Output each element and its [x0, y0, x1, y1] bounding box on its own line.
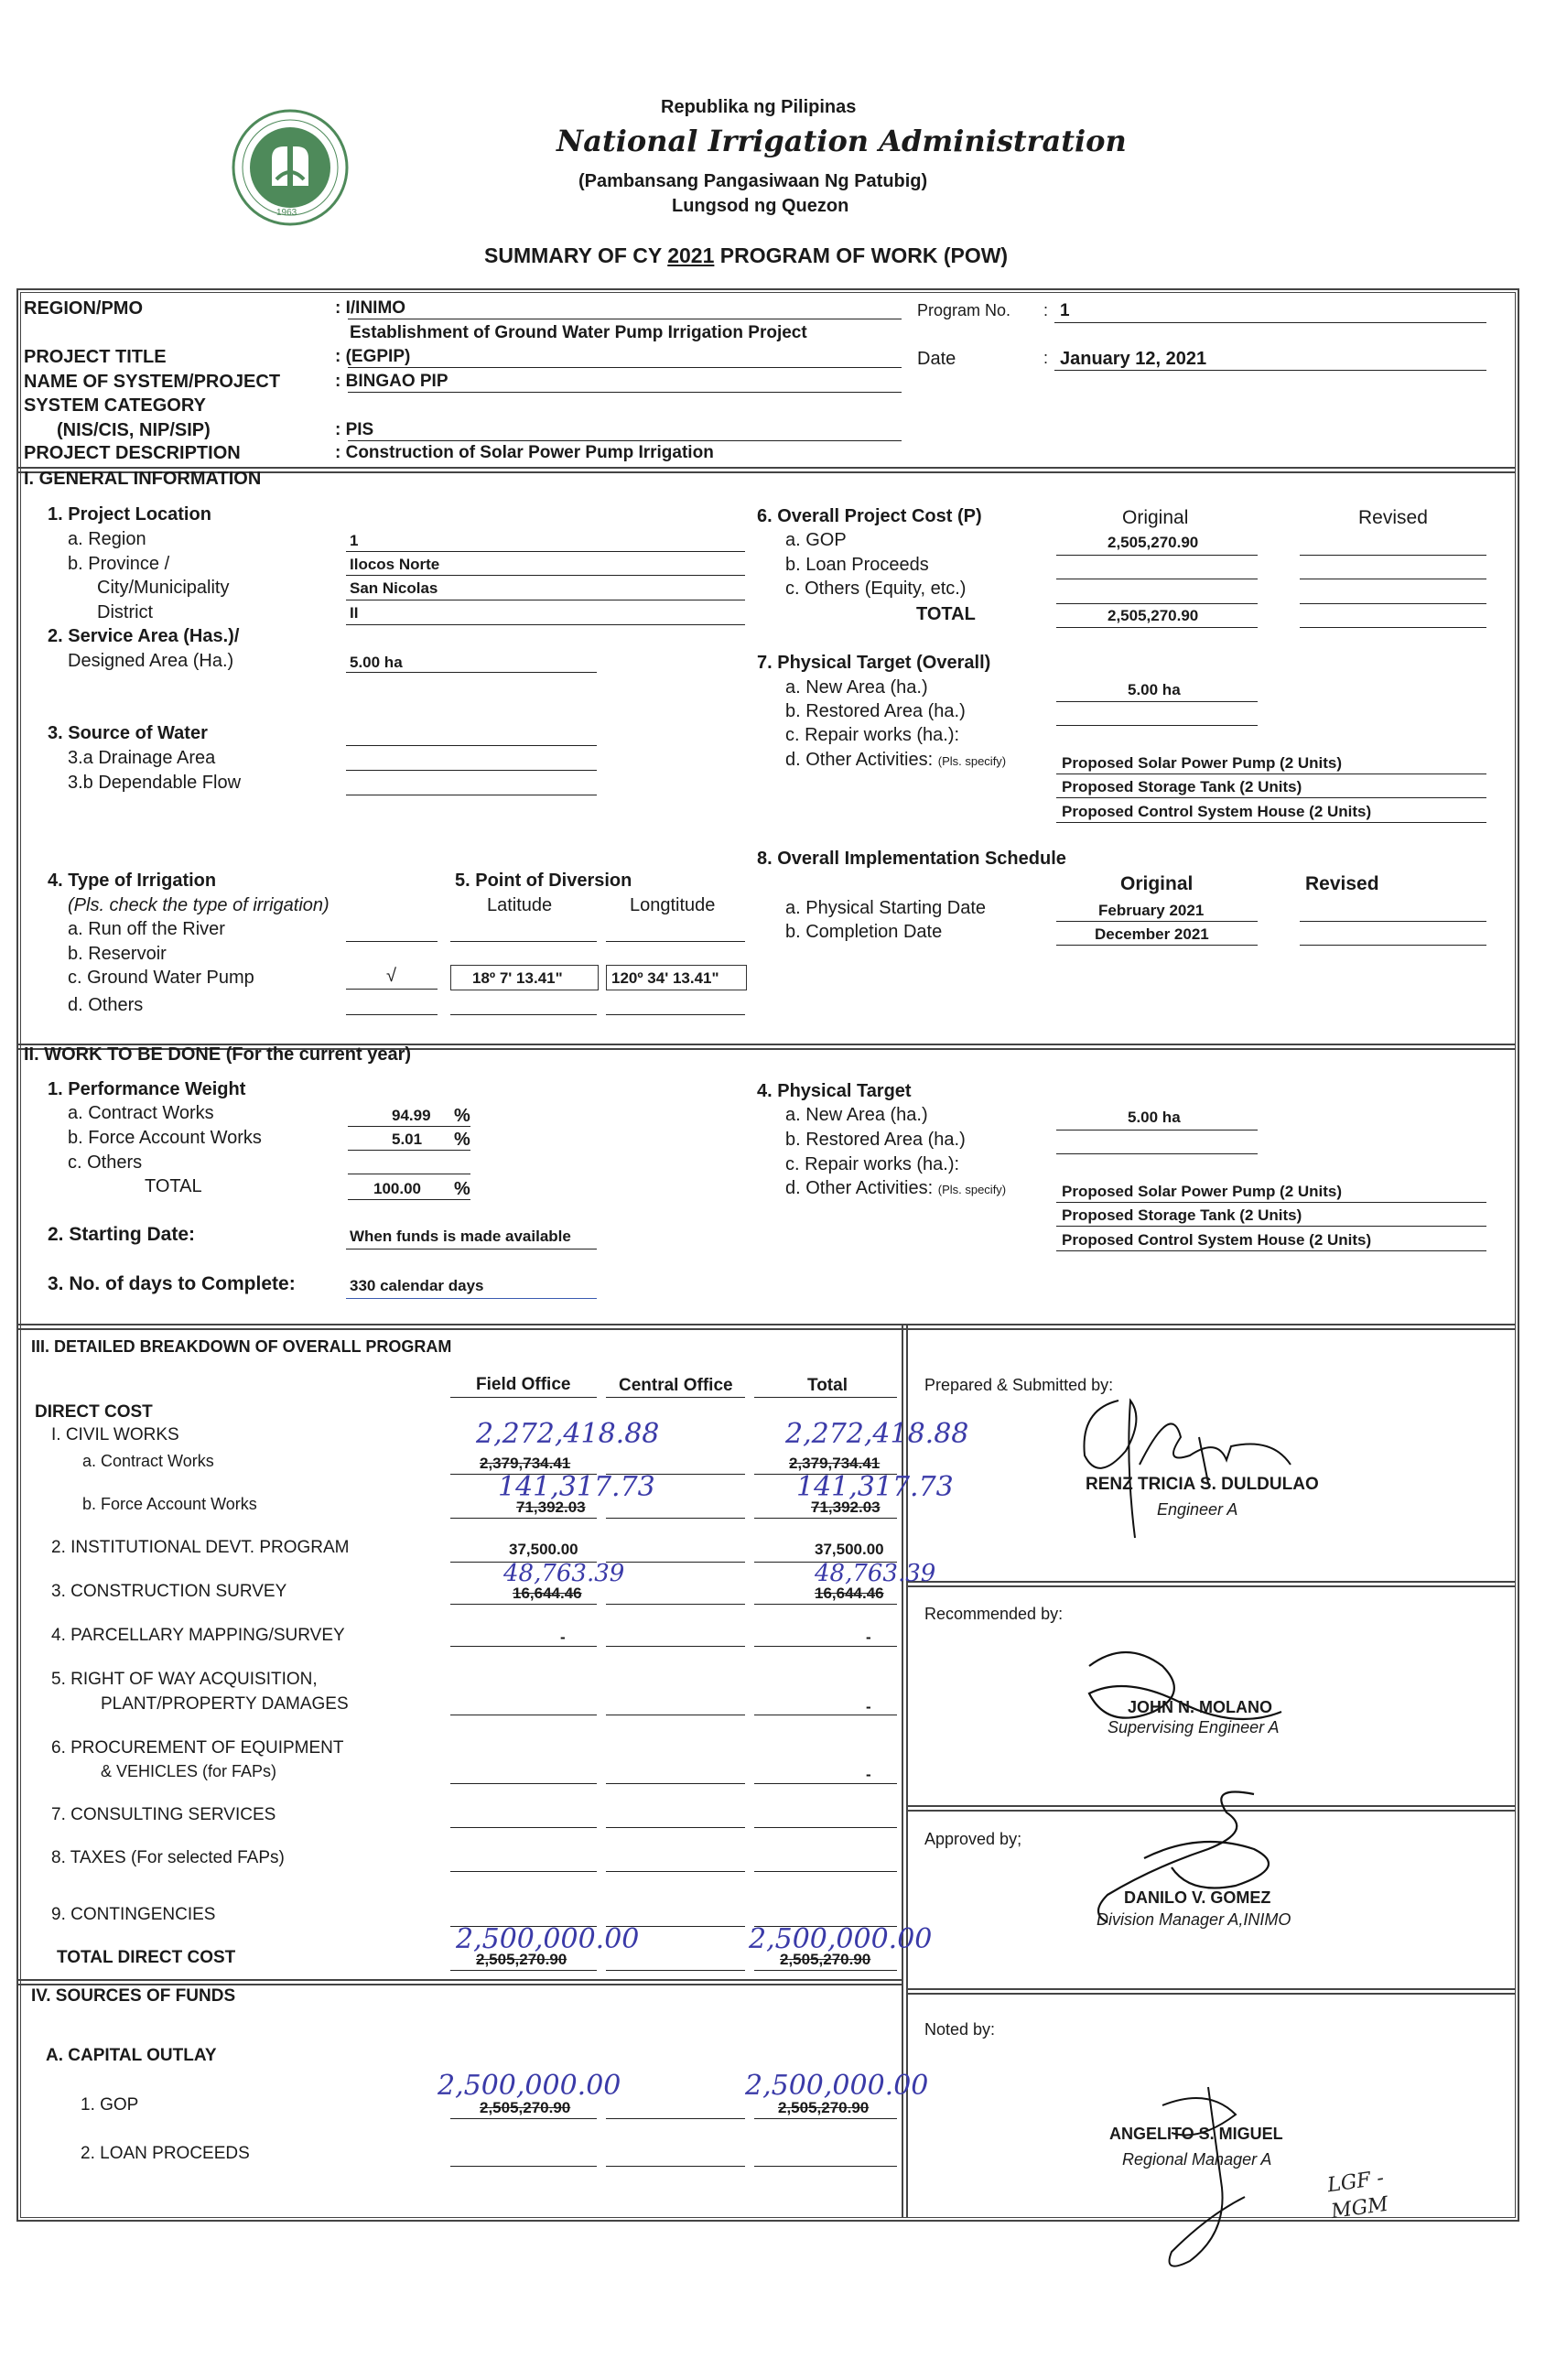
project-title-label: PROJECT TITLE — [24, 347, 167, 367]
recommended-by-title: Supervising Engineer A — [1108, 1718, 1280, 1736]
taxes-label: 8. TAXES (For selected FAPs) — [51, 1848, 285, 1867]
proc-line-c — [606, 1783, 745, 1784]
parcellary-label: 4. PARCELLARY MAPPING/SURVEY — [51, 1626, 345, 1645]
construction-survey-label: 3. CONSTRUCTION SURVEY — [51, 1582, 287, 1601]
region-field-label: a. Region — [68, 529, 146, 549]
general-heading: I. GENERAL INFORMATION — [24, 469, 262, 489]
total-direct-line-t — [754, 1970, 897, 1971]
force-row-line-t — [754, 1518, 897, 1519]
total-direct-cost-label: TOTAL DIRECT COST — [57, 1948, 236, 1967]
description-value: : Construction of Solar Power Pump Irrigation — [335, 443, 714, 462]
seal-year: 1963 — [276, 208, 297, 218]
days-label: 3. No. of days to Complete: — [48, 1273, 296, 1294]
prepared-by-label: Prepared & Submitted by: — [924, 1376, 1114, 1394]
service-area-label-1: 2. Service Area (Has.)/ — [48, 626, 240, 646]
idp-total-value: 37,500.00 — [815, 1541, 884, 1558]
funds-heading: IV. SOURCES OF FUNDS — [31, 1986, 236, 2006]
contract-works-label: a. Contract Works — [68, 1103, 214, 1123]
col-central-line — [606, 1397, 745, 1398]
activity-3: Proposed Control System House (2 Units) — [1062, 803, 1372, 820]
noted-signature — [1135, 2078, 1300, 2279]
province-label: b. Province / — [68, 554, 170, 574]
total-direct-total-old: 2,505,270.90 — [780, 1951, 871, 1968]
agency-local-name: (Pambansang Pangasiwaan Ng Patubig) — [578, 171, 928, 191]
restored-label: b. Restored Area (ha.) — [785, 701, 966, 721]
survey-line-c — [606, 1604, 745, 1605]
irr-c-line — [346, 989, 438, 990]
date-label: Date — [917, 349, 956, 369]
work-total-label: TOTAL — [145, 1176, 202, 1196]
irr-a-line — [346, 941, 438, 942]
restored-line — [1056, 725, 1258, 726]
water-source-heading: 3. Source of Water — [48, 723, 208, 743]
divider-breakdown — [18, 1324, 1516, 1325]
title-post: PROGRAM OF WORK (POW) — [714, 243, 1009, 267]
work-total-value: 100.00 — [373, 1180, 421, 1197]
service-area-label-2: Designed Area (Ha.) — [68, 651, 234, 671]
row-acquisition-label-1: 5. RIGHT OF WAY ACQUISITION, — [51, 1670, 318, 1689]
force-account-total-old: 71,392.03 — [811, 1498, 881, 1516]
consult-line-c — [606, 1827, 745, 1828]
total-direct-field-old: 2,505,270.90 — [476, 1951, 567, 1968]
gop-field-old: 2,505,270.90 — [480, 2099, 571, 2116]
capital-outlay-label: A. CAPITAL OUTLAY — [46, 2046, 217, 2065]
start-date-label: a. Physical Starting Date — [785, 898, 986, 918]
start-orig-line — [1056, 921, 1258, 922]
divider-breakdown-2 — [18, 1328, 1516, 1330]
gop-value: 2,505,270.90 — [1108, 534, 1199, 551]
lon-line-bottom — [606, 1014, 745, 1015]
category-label-1: SYSTEM CATEGORY — [24, 395, 206, 416]
gop-fund-label: 1. GOP — [81, 2095, 139, 2115]
total-direct-field-hw: 2,500,000.00 — [456, 1923, 640, 1955]
contract-works-field-old: 2,379,734.41 — [480, 1455, 571, 1472]
recommended-by-label: Recommended by: — [924, 1605, 1064, 1623]
gop-field-hw: 2,500,000.00 — [438, 2070, 621, 2102]
water-source-line — [346, 745, 597, 746]
direct-cost-label: DIRECT COST — [35, 1402, 153, 1422]
force-account-pct: % — [454, 1130, 470, 1150]
idp-line-c — [606, 1562, 745, 1563]
gop-rev-line — [1300, 555, 1486, 556]
district-line — [346, 624, 745, 625]
total-rev-line — [1300, 627, 1486, 628]
parcellary-line-c — [606, 1646, 745, 1647]
lat-line-bottom — [450, 1014, 597, 1015]
irrigation-others: d. Others — [68, 995, 144, 1015]
schedule-heading: 8. Overall Implementation Schedule — [757, 849, 1066, 869]
force-account-value: 5.01 — [392, 1130, 423, 1148]
contingencies-label: 9. CONTINGENCIES — [51, 1905, 216, 1924]
work-activity-3: Proposed Control System House (2 Units) — [1062, 1231, 1372, 1249]
total-direct-total-hw: 2,500,000.00 — [749, 1923, 933, 1955]
cost-revised-label: Revised — [1358, 507, 1428, 528]
col-total-line — [754, 1397, 897, 1398]
contract-works-pct: % — [454, 1106, 470, 1126]
total-orig-line — [1056, 627, 1258, 628]
schedule-original-label: Original — [1120, 873, 1194, 894]
work-activity-1: Proposed Solar Power Pump (2 Units) — [1062, 1183, 1343, 1200]
force-account-label: b. Force Account Works — [68, 1128, 262, 1148]
cost-total-label: TOTAL — [916, 604, 976, 624]
parcellary-total-dash: - — [866, 1628, 871, 1646]
handwritten-initials: LGF - MGM — [1325, 2167, 1390, 2223]
approved-signature — [1071, 1776, 1309, 1931]
gop-fund-line-f — [450, 2118, 597, 2119]
system-label: NAME OF SYSTEM/PROJECT — [24, 372, 281, 392]
completion-date-value: December 2021 — [1095, 925, 1209, 943]
sig-divider-3 — [906, 1988, 1516, 1990]
parcellary-line-f — [450, 1646, 597, 1647]
start-date-value: February 2021 — [1098, 902, 1205, 919]
flow-label: 3.b Dependable Flow — [68, 773, 242, 793]
date-value: January 12, 2021 — [1060, 349, 1207, 369]
colon: : — [1043, 301, 1049, 319]
service-area-line — [346, 672, 597, 673]
irrigation-note: (Pls. check the type of irrigation) — [68, 895, 330, 915]
approved-by-label: Approved by; — [924, 1830, 1022, 1848]
district-value: II — [350, 604, 359, 622]
lat-line-top — [450, 941, 597, 942]
region-field-value: 1 — [350, 532, 359, 549]
description-label: PROJECT DESCRIPTION — [24, 443, 241, 463]
service-area-value: 5.00 ha — [350, 654, 403, 671]
drainage-line — [346, 770, 597, 771]
sig-divider-3b — [906, 1993, 1516, 1995]
starting-date-value: When funds is made available — [350, 1228, 571, 1245]
parcellary-field-dash: - — [560, 1628, 566, 1646]
noted-by-title: Regional Manager A — [1122, 2150, 1272, 2169]
date-line — [1054, 370, 1486, 371]
days-line — [346, 1298, 597, 1299]
work-total-pct: % — [454, 1179, 470, 1199]
region-value: : I/INIMO — [335, 298, 406, 318]
col-field-office: Field Office — [476, 1375, 571, 1394]
survey-field-old: 16,644.46 — [513, 1585, 582, 1602]
category-line — [348, 440, 902, 441]
program-no-value: 1 — [1060, 301, 1070, 320]
other-activities-text: d. Other Activities: — [785, 750, 934, 770]
work-total-line — [348, 1199, 470, 1200]
consult-line-f — [450, 1827, 597, 1828]
other-activities-note: (Pls. specify) — [937, 754, 1007, 768]
contract-works-total-old: 2,379,734.41 — [789, 1455, 881, 1472]
days-value: 330 calendar days — [350, 1277, 484, 1294]
work-other-activities-label — [785, 1179, 1006, 1197]
start-rev-line — [1300, 921, 1486, 922]
loan-fund-label: 2. LOAN PROCEEDS — [81, 2144, 250, 2163]
republic-line: Republika ng Pilipinas — [661, 97, 857, 117]
col-field-line — [450, 1397, 597, 1398]
contract-works-line — [348, 1126, 470, 1127]
region-field-line — [346, 551, 745, 552]
row-acquisition-label-2: PLANT/PROPERTY DAMAGES — [101, 1694, 349, 1714]
completion-date-label: b. Completion Date — [785, 922, 943, 942]
cost-heading: 6. Overall Project Cost (P) — [757, 506, 982, 526]
col-total: Total — [807, 1376, 848, 1395]
cost-original-label: Original — [1122, 507, 1189, 528]
work-activity-2: Proposed Storage Tank (2 Units) — [1062, 1206, 1302, 1224]
city-line: Lungsod ng Quezon — [672, 196, 849, 216]
new-area-value: 5.00 ha — [1128, 681, 1181, 698]
prepared-by-name: RENZ TRICIA S. DULDULAO — [1086, 1475, 1319, 1494]
survey-line-f — [450, 1604, 597, 1605]
work-act-3-line — [1056, 1250, 1486, 1251]
idp-label: 2. INSTITUTIONAL DEVT. PROGRAM — [51, 1538, 350, 1557]
gop-orig-line — [1056, 555, 1258, 556]
work-others-label: c. Others — [68, 1152, 143, 1173]
work-physical-heading: 4. Physical Target — [757, 1081, 912, 1101]
prepared-signature — [1062, 1382, 1336, 1547]
latitude-value: 18º 7' 13.41" — [472, 969, 563, 987]
title-line — [348, 367, 902, 368]
contract-works-row: a. Contract Works — [82, 1452, 214, 1470]
work-act-2-line — [1056, 1226, 1486, 1227]
province-value: Ilocos Norte — [350, 556, 440, 573]
region-label: REGION/PMO — [24, 298, 144, 319]
district-label: District — [97, 602, 154, 622]
contract-works-field-hw: 2,272,418.88 — [476, 1418, 660, 1450]
force-account-row: b. Force Account Works — [82, 1495, 257, 1513]
work-other-activities-text: d. Other Activities: — [785, 1178, 934, 1198]
act-2-line — [1056, 797, 1486, 798]
work-heading: II. WORK TO BE DONE (For the current year) — [24, 1044, 412, 1065]
irrigation-ground-water: c. Ground Water Pump — [68, 968, 254, 988]
gop-total-old: 2,505,270.90 — [778, 2099, 870, 2116]
document-title — [484, 245, 1008, 266]
total-direct-line-c — [606, 1970, 745, 1971]
proc-line-t — [754, 1783, 897, 1784]
sig-divider-1 — [906, 1581, 1516, 1583]
survey-field-hw: 48,763.39 — [503, 1560, 625, 1587]
taxes-line-c — [606, 1871, 745, 1872]
loan-fund-line-t — [754, 2166, 897, 2167]
title-year: 2021 — [667, 243, 715, 267]
lon-line-top — [606, 941, 745, 942]
breakdown-heading: III. DETAILED BREAKDOWN OF OVERALL PROGRAM — [31, 1337, 452, 1356]
divider-funds — [18, 1979, 902, 1981]
work-act-1-line — [1056, 1202, 1486, 1203]
drainage-label: 3.a Drainage Area — [68, 748, 216, 768]
gop-total-hw: 2,500,000.00 — [745, 2070, 929, 2102]
loan-fund-line-f — [450, 2166, 597, 2167]
irrigation-heading: 4. Type of Irrigation — [48, 871, 217, 891]
diversion-heading: 5. Point of Diversion — [455, 871, 632, 891]
survey-line-t — [754, 1604, 897, 1605]
procurement-label-1: 6. PROCUREMENT OF EQUIPMENT — [51, 1738, 344, 1758]
activity-1: Proposed Solar Power Pump (2 Units) — [1062, 754, 1343, 772]
schedule-revised-label: Revised — [1305, 873, 1379, 894]
prepared-by-title: Engineer A — [1157, 1500, 1238, 1519]
loan-fund-line-c — [606, 2166, 745, 2167]
system-line — [348, 392, 902, 393]
project-title-value-2: : (EGPIP) — [335, 347, 411, 366]
force-account-line — [348, 1150, 470, 1151]
new-area-line — [1056, 701, 1258, 702]
work-other-activities-note: (Pls. specify) — [937, 1183, 1007, 1196]
proc-line-f — [450, 1783, 597, 1784]
approved-by-name: DANILO V. GOMEZ — [1124, 1888, 1271, 1907]
project-title-value-1: Establishment of Ground Water Pump Irrigation Project — [350, 323, 807, 342]
work-new-area-value: 5.00 ha — [1128, 1109, 1181, 1126]
gop-fund-line-t — [754, 2118, 897, 2119]
city-value: San Nicolas — [350, 579, 438, 597]
program-no-line — [1054, 322, 1486, 323]
work-restored-label: b. Restored Area (ha.) — [785, 1130, 966, 1150]
contract-works-value: 94.99 — [392, 1107, 431, 1124]
taxes-line-t — [754, 1871, 897, 1872]
checkmark-icon[interactable]: √ — [386, 966, 396, 986]
act-3-line — [1056, 822, 1486, 823]
system-value: : BINGAO PIP — [335, 372, 448, 391]
cost-total-value: 2,505,270.90 — [1108, 607, 1199, 624]
performance-heading: 1. Performance Weight — [48, 1079, 246, 1099]
divider-funds-2 — [18, 1984, 902, 1985]
idp-field-value: 37,500.00 — [509, 1541, 578, 1558]
others-rev-line — [1300, 603, 1486, 604]
row-acquisition-total-dash: - — [866, 1698, 871, 1715]
force-row-line-f — [450, 1518, 597, 1519]
force-account-field-hw: 141,317.73 — [498, 1471, 655, 1503]
irrigation-reservoir: b. Reservoir — [68, 944, 167, 964]
gop-fund-line-c — [606, 2118, 745, 2119]
program-no-label: Program No. — [917, 301, 1011, 319]
longitude-value: 120º 34' 13.41" — [611, 969, 719, 987]
survey-total-hw: 48,763.39 — [815, 1560, 936, 1587]
activity-2: Proposed Storage Tank (2 Units) — [1062, 778, 1302, 795]
force-account-field-old: 71,392.03 — [516, 1498, 586, 1516]
parcellary-line-t — [754, 1646, 897, 1647]
procurement-total-dash: - — [866, 1766, 871, 1783]
recommended-by-name: JOHN N. MOLANO — [1128, 1698, 1273, 1716]
colon-2: : — [1043, 349, 1049, 367]
taxes-line-f — [450, 1871, 597, 1872]
total-direct-line-f — [450, 1970, 597, 1971]
longitude-label: Longtitude — [630, 895, 716, 915]
agency-name: National Irrigation Administration — [556, 124, 1127, 158]
work-restored-line — [1056, 1153, 1258, 1154]
latitude-label: Latitude — [487, 895, 553, 915]
others-cost-label: c. Others (Equity, etc.) — [785, 579, 967, 599]
location-heading: 1. Project Location — [48, 504, 211, 525]
approved-by-title: Division Manager A,INIMO — [1097, 1910, 1291, 1929]
completion-orig-line — [1056, 945, 1258, 946]
irr-d-line — [346, 1014, 438, 1015]
work-repair-label: c. Repair works (ha.): — [785, 1154, 960, 1174]
city-label: City/Municipality — [97, 578, 230, 598]
contract-works-total-hw: 2,272,418.88 — [785, 1418, 969, 1450]
force-row-line-c — [606, 1518, 745, 1519]
noted-by-name: ANGELITO S. MIGUEL — [1109, 2125, 1283, 2143]
consulting-label: 7. CONSULTING SERVICES — [51, 1805, 276, 1824]
title-pre: SUMMARY OF CY — [484, 243, 668, 267]
civil-works-label: I. CIVIL WORKS — [51, 1425, 179, 1444]
loan-label: b. Loan Proceeds — [785, 555, 929, 575]
survey-total-old: 16,644.46 — [815, 1585, 884, 1602]
others-orig-line — [1056, 603, 1258, 604]
starting-date-label: 2. Starting Date: — [48, 1224, 196, 1245]
category-label-2: (NIS/CIS, NIP/SIP) — [57, 420, 211, 440]
province-line — [346, 575, 745, 576]
other-activities-label — [785, 751, 1006, 769]
new-area-label: a. New Area (ha.) — [785, 677, 928, 698]
noted-by-label: Noted by: — [924, 2020, 996, 2039]
work-new-area-label: a. New Area (ha.) — [785, 1105, 928, 1125]
completion-rev-line — [1300, 945, 1486, 946]
irrigation-run-off: a. Run off the River — [68, 919, 225, 939]
consult-line-t — [754, 1827, 897, 1828]
col-central-office: Central Office — [619, 1376, 733, 1395]
repair-label: c. Repair works (ha.): — [785, 725, 960, 745]
gop-label: a. GOP — [785, 530, 847, 550]
category-value: : PIS — [335, 420, 374, 439]
procurement-label-2: & VEHICLES (for FAPs) — [101, 1762, 277, 1780]
sig-divider-1b — [906, 1585, 1516, 1587]
physical-target-heading: 7. Physical Target (Overall) — [757, 653, 991, 673]
starting-date-line — [346, 1249, 597, 1250]
force-account-total-hw: 141,317.73 — [796, 1471, 954, 1503]
